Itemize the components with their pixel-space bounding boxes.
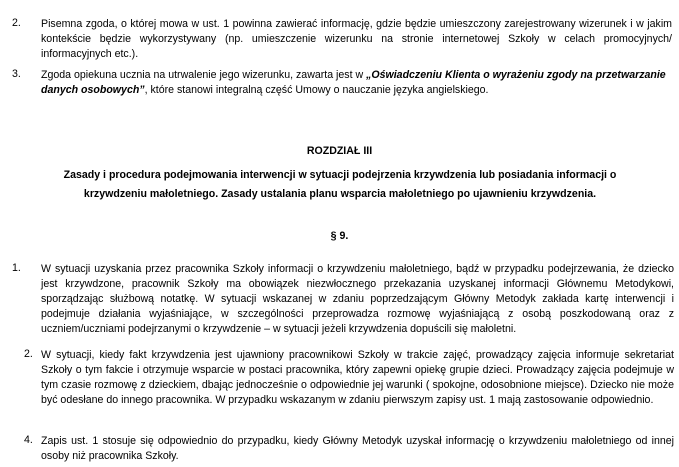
chapter-title: ROZDZIAŁ III (306, 145, 373, 157)
list-item-number: 4. (24, 434, 33, 446)
list-item-text: W sytuacji uzyskania przez pracownika Szkoły informacji o krzywdzeniu małoletniego, bądź w przypadku podejrzewania, że dziecko jest krzywdzone, pracownik Szkoły ma obowiązek niezwłocznego przekazania uzyskanej informacji Głównemu Metodykowi, sporządzając służbową notatkę. W sytuacji wskazanej w zdaniu poprzedzającym Główny Metodyk zakłada kartę interwencji i podejmuje działania wyjaśniające, w szczególności przeprowadza rozmowę wyjaśniającą z osobą poszkodowaną oraz z uczniem/uczniami podejrzanymi o krzywdzenie – w sytuacji jeżeli krzywdzenia dopuścili się małoletni. (41, 263, 674, 335)
list-item-number: 1. (12, 262, 21, 274)
list-item-text-end: , które stanowi integralną część Umowy o nauczanie języka angielskiego. (144, 84, 489, 96)
list-item-text (41, 68, 672, 98)
list-item-text-start: Zgoda opiekuna ucznia na utrwalenie jego wizerunku, zawarta jest w (41, 69, 367, 81)
list-item-number: 2. (24, 348, 33, 360)
section-number: § 9. (330, 230, 349, 242)
consent-form-title: „Oświadczeniu Klienta o wyrażeniu zgody na przetwarzanie danych osobowych” (41, 69, 666, 96)
chapter-heading: Zasady i procedura podejmowania interwencji w sytuacji podejrzenia krzywdzenia lub posiadania informacji o krzywdzeniu małoletniego. Zasady ustalania planu wsparcia małoletniego po ujawnieniu krzywdzenia. (63, 169, 617, 200)
list-item-text: W sytuacji, kiedy fakt krzywdzenia jest ujawniony pracownikowi Szkoły w trakcie zajęć, prowadzący zajęcia informuje sekretariat Szkoły o tym fakcie i otrzymuje wsparcie w postaci pracownika, który zapewni opiekę grupie dzieci. Prowadzący zajęcia podejmuje w tym czasie rozmowę z dzieckiem, dbając jednocześnie o odpowiednie jej warunki ( spokojne, odosobnione miejsce). Dziecko nie może być odesłane do innego pracownika. W przypadku wskazanym w zdaniu pierwszym zapisy ust. 1 mają zastosowanie odpowiednio. (41, 349, 674, 406)
list-item-number: 3. (12, 68, 21, 80)
list-item-text: Pisemna zgoda, o której mowa w ust. 1 powinna zawierać informację, gdzie będzie umieszczony zarejestrowany wizerunek i w jakim kontekście będzie wykorzystywany (np. umieszczenie wizerunku na stronie internetowej Szkoły w celach promocyjnych/ informacyjnych etc.). (41, 18, 672, 60)
list-item-number: 2. (12, 17, 21, 29)
list-item-text: Zapis ust. 1 stosuje się odpowiednio do przypadku, kiedy Główny Metodyk uzyskał informację o krzywdzeniu małoletniego od innej osoby niż pracownika Szkoły. (41, 435, 674, 462)
